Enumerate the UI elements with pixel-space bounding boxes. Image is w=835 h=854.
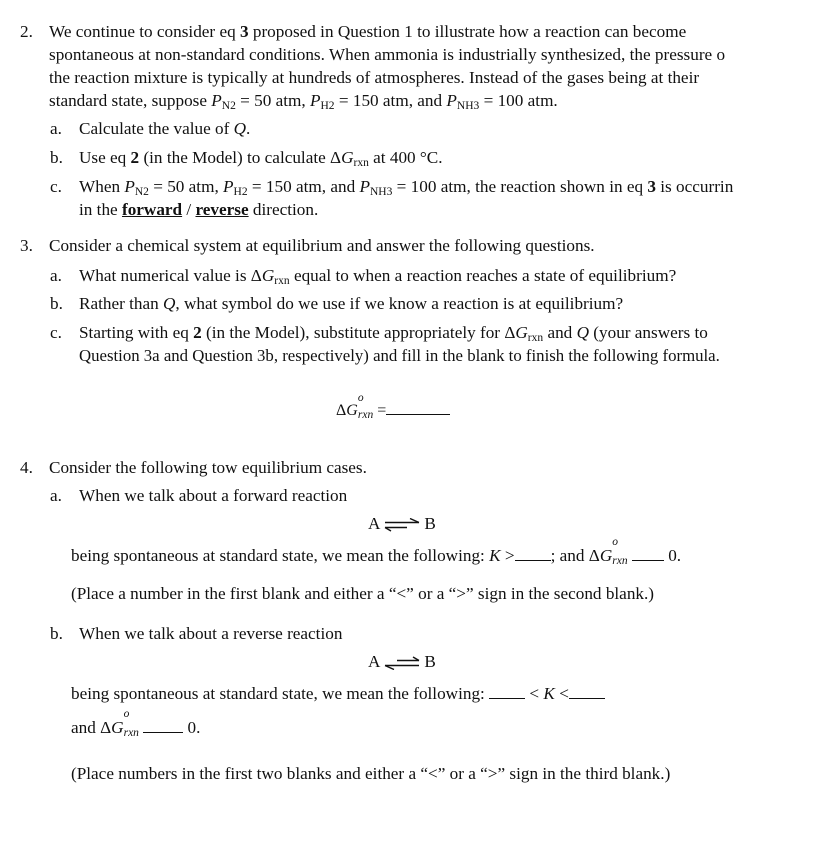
q3c-line-2: Question 3a and Question 3b, respectively) and fill in the blank to finish the following formula.: [79, 346, 720, 365]
q4a-blank-2[interactable]: [632, 546, 664, 561]
q2a-text: Calculate the value of Q.: [79, 119, 251, 138]
q4b-label: b.: [50, 624, 63, 643]
q4a-note: (Place a number in the first blank and either a “<” or a “>” sign in the second blank.): [71, 584, 655, 603]
q3a-text: What numerical value is $\Delta G_{rxn}$ equal to when a reaction reaches a state of equilibrium?: [79, 266, 677, 287]
q4a-label: a.: [50, 486, 62, 505]
q3b-text: Rather than Q, what symbol do we use if we know a reaction is at equilibrium?: [79, 294, 624, 313]
forward-equilibrium-arrow-icon: [383, 518, 421, 532]
q2b-text: Use eq 2 (in the Model) to calculate $\Delta G_{rxn}$ at 400 °C.: [79, 148, 443, 169]
q4-number: 4.: [20, 458, 33, 477]
forward-option[interactable]: forward: [121, 200, 183, 219]
q3c-label: c.: [50, 323, 62, 342]
formula-blank[interactable]: [386, 400, 450, 415]
q4-text: Consider the following tow equilibrium cases.: [49, 458, 367, 477]
q3a-label: a.: [50, 266, 62, 285]
q3-text: Consider a chemical system at equilibrium and answer the following questions.: [49, 236, 595, 255]
q4b-note: (Place numbers in the first two blanks and either a “<” or a “>” sign in the third blank.): [71, 764, 671, 783]
reverse-reaction: A B: [368, 652, 436, 671]
q4a-condition: being spontaneous at standard state, we mean the following: K > ; and ΔG o $_{rxn}$ 0.: [71, 536, 682, 567]
q4b-blank-2[interactable]: [569, 684, 605, 699]
q2-number: 2.: [20, 22, 33, 41]
q2b-label: b.: [50, 148, 63, 167]
q4b-condition: being spontaneous at standard state, we mean the following: < K <: [71, 682, 605, 705]
q2c-line-2: in the forward / reverse direction.: [79, 200, 319, 219]
q4b-blank-1[interactable]: [489, 684, 525, 699]
forward-reaction: A B: [368, 514, 436, 533]
q2c-line-1: When $P_{N2} = 50$ atm, $P_{H2} = 150$ atm, and $P_{NH3} = 100$ atm, the reaction shown in eq 3 is occurrin: [79, 177, 734, 198]
q3-number: 3.: [20, 236, 33, 255]
q2a-label: a.: [50, 119, 62, 138]
q2-line-2: spontaneous at non-standard conditions. When ammonia is industrially synthesized, the pressure o: [49, 45, 726, 64]
reverse-equilibrium-arrow-icon: [383, 656, 421, 670]
reverse-option[interactable]: reverse: [195, 200, 249, 219]
q2-line-1: We continue to consider eq 3 proposed in Question 1 to illustrate how a reaction can become: [49, 22, 687, 41]
formula-line: ΔG o $_{rxn}$ =: [336, 399, 450, 422]
q4b-text: When we talk about a reverse reaction: [79, 624, 343, 643]
q4b-blank-3[interactable]: [143, 718, 183, 733]
q4a-text: When we talk about a forward reaction: [79, 486, 348, 505]
q3b-label: b.: [50, 294, 63, 313]
q4a-blank-1[interactable]: [515, 546, 551, 561]
q2-line-4: standard state, suppose $P_{N2} = 50$ atm, $P_{H2} = 150$ atm, and $P_{NH3} = 100$ atm.: [49, 91, 558, 112]
q4b-and-line: and ΔG o $_{rxn}$ 0.: [71, 708, 201, 739]
q2-line-3: the reaction mixture is typically at hundreds of atmospheres. Instead of the gases being at their: [49, 68, 700, 87]
q3c-line-1: Starting with eq 2 (in the Model), substitute appropriately for $\Delta G_{rxn}$ and Q (your answers to: [79, 323, 708, 344]
q2c-label: c.: [50, 177, 62, 196]
